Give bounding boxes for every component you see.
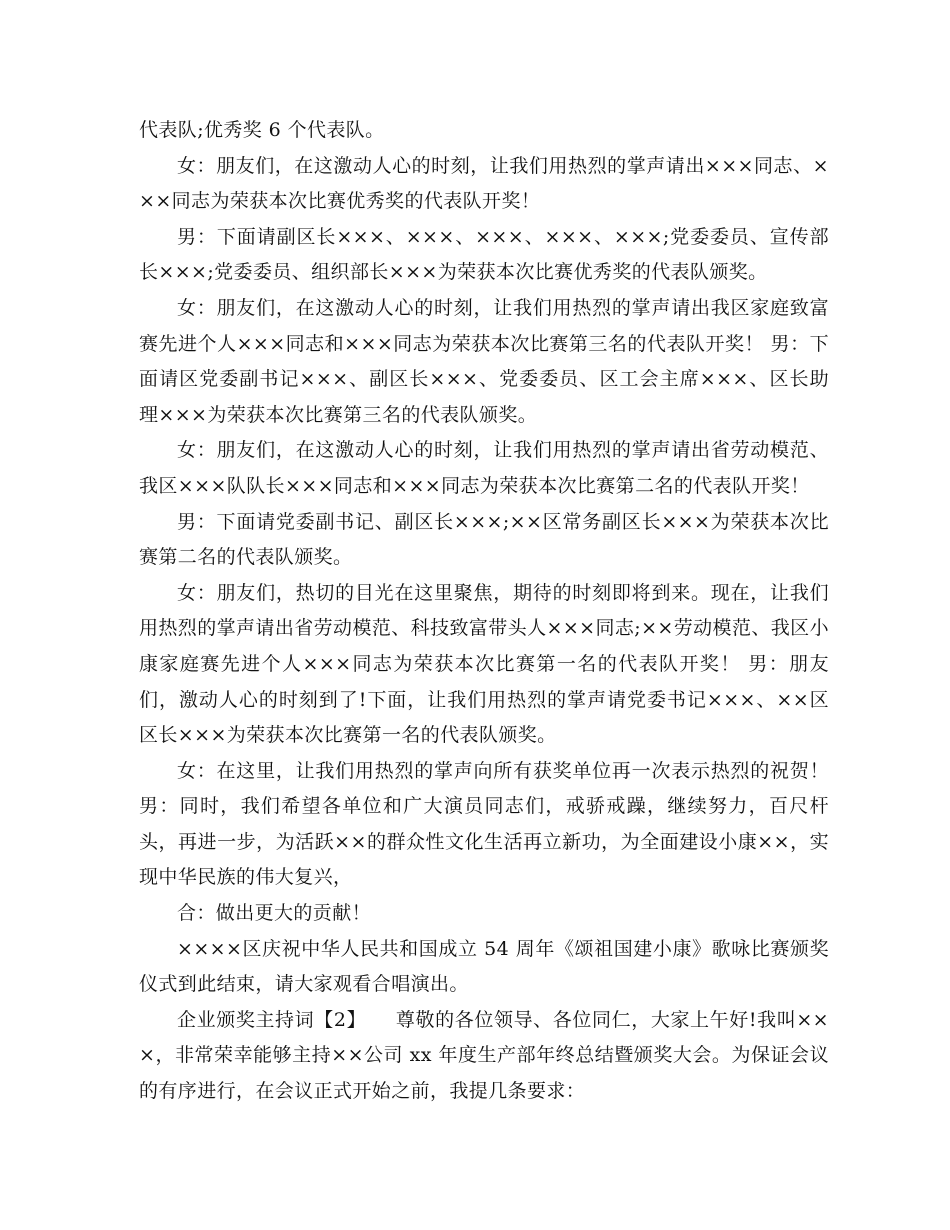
paragraph-7: 女：朋友们，热切的目光在这里聚焦，期待的时刻即将到来。现在，让我们用热烈的掌声请出省劳动模范、科技致富带头人×××同志;××劳动模范、我区小康家庭赛先进个人×××同志为荣获本次比赛第一名的代表队开奖！ 男：朋友们，激动人心的时刻到了!下面，让我们用热烈的掌声请党委书记×××、××区区长×××为荣获本次比赛第一名的代表队颁奖。 — [139, 581, 829, 747]
paragraph-3: 男：下面请副区长×××、×××、×××、×××、×××;党委委员、宣传部长×××;党委委员、组织部长×××为荣获本次比赛优秀奖的代表队颁奖。 — [139, 225, 829, 284]
paragraph-1: 代表队;优秀奖 6 个代表队。 — [139, 119, 385, 141]
paragraph-9: 合：做出更大的贡献！ — [177, 902, 372, 925]
document-body — [139, 113, 829, 1110]
paragraph-5: 女：朋友们，在这激动人心的时刻，让我们用热烈的掌声请出省劳动模范、我区×××队队长×××同志和×××同志为荣获本次比赛第二名的代表队开奖！ — [139, 439, 829, 497]
paragraph-8: 女：在这里，让我们用热烈的掌声向所有获奖单位再一次表示热烈的祝贺！ 男：同时，我们希望各单位和广大演员同志们，戒骄戒躁，继续努力，百尺杆头，再进一步，为活跃××的群众性文化生活再立新功，为全面建设小康××，实现中华民族的伟大复兴， — [139, 759, 829, 889]
paragraph-2: 女：朋友们，在这激动人心的时刻，让我们用热烈的掌声请出×××同志、×××同志为荣获本次比赛优秀奖的代表队开奖！ — [139, 154, 829, 213]
paragraph-6: 男：下面请党委副书记、副区长×××;××区常务副区长×××为荣获本次比赛第二名的代表队颁奖。 — [139, 510, 829, 569]
paragraph-11: 企业颁奖主持词【2】 尊敬的各位领导、各位同仁，大家上午好!我叫×××，非常荣幸能够主持××公司 xx 年度生产部年终总结暨颁奖大会。为保证会议的有序进行，在会议正式开始之前，我提几条要求： — [139, 1008, 829, 1103]
paragraph-4: 女：朋友们，在这激动人心的时刻，让我们用热烈的掌声请出我区家庭致富赛先进个人×××同志和×××同志为荣获本次比赛第三名的代表队开奖！ 男：下面请区党委副书记×××、副区长×××、党委委员、区工会主席×××、区长助理×××为荣获本次比赛第三名的代表队颁奖。 — [139, 296, 829, 426]
paragraph-10: ××××区庆祝中华人民共和国成立 54 周年《颂祖国建小康》歌咏比赛颁奖仪式到此结束，请大家观看合唱演出。 — [139, 937, 829, 996]
